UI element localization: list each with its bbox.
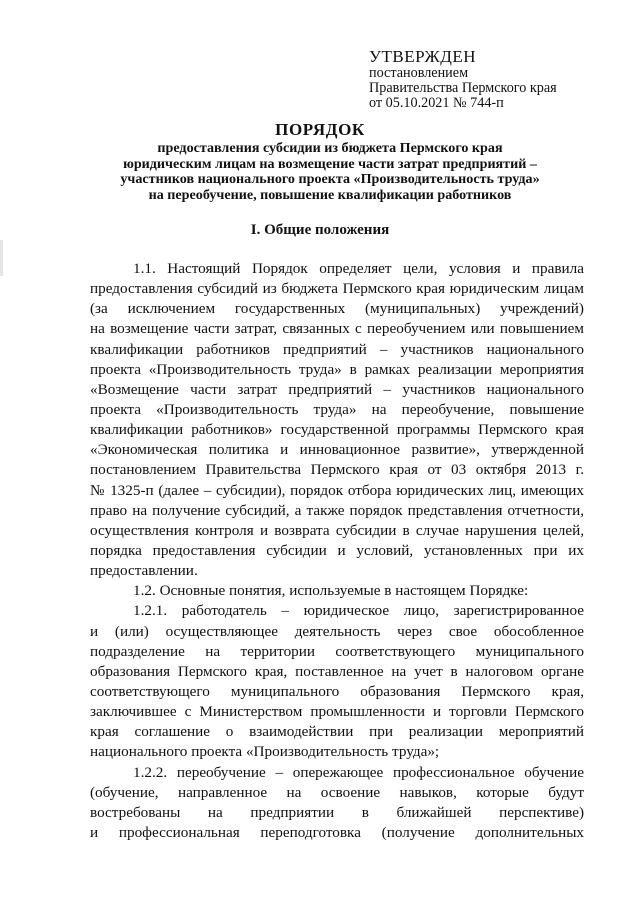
body-line: и профессиональная переподготовка (получение дополнительных xyxy=(90,823,584,841)
body-line: на возмещение части затрат, связанных с переобучением или повышением xyxy=(90,320,584,338)
body-line: квалификации работников предприятий – участников национального xyxy=(90,340,584,358)
body-line: (за исключением государственных (муниципальных) учреждений) xyxy=(90,300,584,318)
subtitle-line: на переобучение, повышение квалификации работников xyxy=(148,186,512,203)
body-line: № 1325-п (далее – субсидии), порядок отбора юридических лиц, имеющих xyxy=(90,481,584,499)
body-line: проекта «Производительность труда» на переобучение, повышение xyxy=(90,400,584,418)
body-line: проекта «Производительность труда» в рамках реализации мероприятия xyxy=(90,360,584,378)
approval-stamp xyxy=(369,48,557,111)
body-line: предоставления субсидий из бюджета Пермского края юридическим лицам xyxy=(90,280,584,298)
subtitle-line: юридическим лицам на возмещение части затрат предприятий – xyxy=(123,155,537,172)
approval-by: постановлением xyxy=(369,65,469,81)
body-line: 1.2.2. переобучение – опережающее профессиональное обучение xyxy=(133,763,584,781)
body-line: заключившее с Министерством промышленности и торговли Пермского xyxy=(90,703,584,721)
subtitle-line: участников национального проекта «Производительность труда» xyxy=(120,171,540,187)
body-line: 1.2. Основные понятия, используемые в настоящем Порядке: xyxy=(133,582,529,600)
body-line: национального проекта «Производительность труда»; xyxy=(90,743,440,761)
body-line: соответствующего муниципального образования Пермского края, xyxy=(90,682,584,700)
body-line: 1.2.1. работодатель – юридическое лицо, зарегистрированное xyxy=(133,602,584,620)
body-line: востребованы на предприятии в ближайшей перспективе) xyxy=(90,803,584,821)
body-line: образования Пермского края, поставленное на учет в налоговом органе xyxy=(90,662,584,680)
body-line: порядка предоставления субсидии и условий, установленных при их xyxy=(90,541,584,559)
body-line: «Экономическая политика и инновационное развитие», утвержденной xyxy=(90,441,584,459)
approval-date-number: от 05.10.2021 № 744-п xyxy=(369,95,504,111)
body-line: 1.1. Настоящий Порядок определяет цели, условия и правила xyxy=(133,260,584,277)
subtitle-line: предоставления субсидии из бюджета Пермского края xyxy=(157,140,503,156)
approval-heading: УТВЕРЖДЕН xyxy=(369,47,476,66)
body-line: право на получение субсидий, а также порядок представления отчетности, xyxy=(90,501,584,519)
section-heading: I. Общие положения xyxy=(250,222,390,238)
body-line: (обучение, направленное на освоение навыков, которые будут xyxy=(90,783,584,801)
body-line: «Возмещение части затрат предприятий – участников национального xyxy=(90,380,584,398)
body-line: предоставлении. xyxy=(90,562,198,580)
approval-authority: Правительства Пермского края xyxy=(369,80,557,96)
scan-edge-mark xyxy=(0,240,3,276)
body-line: квалификации работников» государственной программы Пермского края xyxy=(90,421,584,439)
body-line: и (или) осуществляющее деятельность через свое обособленное xyxy=(90,622,584,640)
document-body xyxy=(90,259,584,843)
document-subtitle xyxy=(60,141,600,203)
body-line: подразделение на территории соответствующего муниципального xyxy=(90,642,584,660)
body-line: края соглашение о взаимодействии при реализации мероприятий xyxy=(90,723,584,741)
body-line: постановлением Правительства Пермского края от 03 октября 2013 г. xyxy=(90,461,584,479)
body-line: осуществления контроля и возврата субсидии в случае нарушения целей, xyxy=(90,521,584,539)
document-title: ПОРЯДОК xyxy=(275,120,365,139)
